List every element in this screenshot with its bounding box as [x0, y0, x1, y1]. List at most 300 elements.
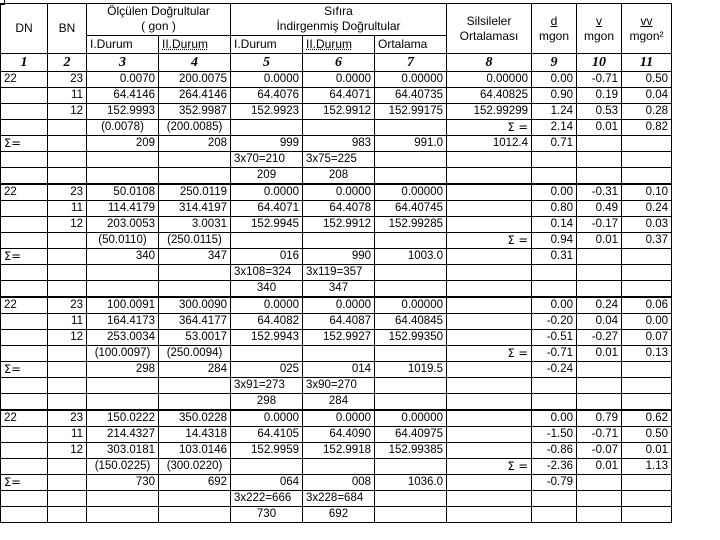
cell-r2-c2: 12: [48, 217, 87, 233]
empty-cell: [159, 152, 231, 168]
cell-r0-c6: 0.0000: [303, 72, 375, 88]
average-row: [1, 459, 672, 475]
header-c1: I.Durum: [87, 36, 159, 54]
measured-title: Ölçülen Doğrultular: [107, 4, 210, 18]
check-i: 340: [231, 281, 303, 298]
cell-r0-c9: 0.00: [532, 297, 577, 314]
cell-r0-c8: [447, 184, 532, 201]
empty-cell: [303, 346, 375, 362]
cell-r1-c3: 64.4146: [87, 88, 159, 104]
empty-cell: [87, 168, 159, 185]
cell-r1-c4: 364.4177: [159, 314, 231, 330]
check-i: 209: [231, 168, 303, 185]
cell-r0-c1: 22: [1, 184, 48, 201]
cell-r1-c9: 0.90: [532, 88, 577, 104]
check-ii: 692: [303, 507, 375, 523]
sum-vv: 1.13: [622, 459, 672, 475]
empty-cell: [1, 120, 48, 136]
cell-r0-c11: 0.10: [622, 184, 672, 201]
empty-cell: [1, 152, 48, 168]
average-i: (100.0097): [87, 346, 159, 362]
sum-d: 0.94: [532, 233, 577, 249]
empty-cell: [48, 475, 87, 491]
reduced-title-1: Sıfıra: [324, 4, 353, 18]
empty-cell: [622, 507, 672, 523]
sigma-label: Σ=: [1, 475, 48, 491]
empty-cell: [87, 507, 159, 523]
cell-r0-c3: 0.0070: [87, 72, 159, 88]
empty-cell: [48, 120, 87, 136]
empty-cell: [577, 281, 622, 298]
empty-cell: [48, 281, 87, 298]
multiplier-i: 3x108=324: [231, 265, 303, 281]
cell-r2-c7: 152.99175: [375, 104, 447, 120]
column-number-6: 6: [303, 54, 375, 72]
cell-r1-c11: 0.04: [622, 88, 672, 104]
column-number-3: 3: [87, 54, 159, 72]
sum-cell-9: 0.71: [532, 136, 577, 152]
cell-r1-c5: 64.4076: [231, 88, 303, 104]
table-row: [1, 88, 672, 104]
empty-cell: [577, 362, 622, 378]
cell-r1-c9: -1.50: [532, 427, 577, 443]
cell-r0-c6: 0.0000: [303, 410, 375, 427]
sigma-equals-label: Σ =: [447, 346, 532, 362]
empty-cell: [48, 136, 87, 152]
empty-cell: [375, 491, 447, 507]
cell-r1-c10: 0.04: [577, 314, 622, 330]
cell-r0-c10: -0.71: [577, 72, 622, 88]
sum-cell-7: 1019.5: [375, 362, 447, 378]
empty-cell: [87, 394, 159, 411]
v-unit: mgon: [583, 28, 615, 43]
empty-cell: [159, 507, 231, 523]
empty-cell: [375, 459, 447, 475]
table-row: [1, 72, 672, 88]
empty-cell: [375, 168, 447, 185]
multiplier-row: [1, 378, 672, 394]
empty-cell: [48, 507, 87, 523]
cell-r0-c8: [447, 410, 532, 427]
cell-r0-c1: 22: [1, 297, 48, 314]
empty-cell: [375, 281, 447, 298]
header-vv: [622, 4, 672, 54]
empty-cell: [447, 507, 532, 523]
cell-r0-c6: 0.0000: [303, 184, 375, 201]
empty-cell: [532, 491, 577, 507]
sigma-equals-label: Σ =: [447, 120, 532, 136]
cell-r2-c8: [447, 443, 532, 459]
cell-r2-c4: 352.9987: [159, 104, 231, 120]
empty-cell: [577, 475, 622, 491]
cell-r1-c11: 0.50: [622, 427, 672, 443]
empty-cell: [375, 265, 447, 281]
empty-cell: [1, 168, 48, 185]
cell-r1-c7: 64.40745: [375, 201, 447, 217]
header-dn: DN: [1, 4, 48, 54]
cell-r0-c11: 0.62: [622, 410, 672, 427]
cell-r0-c2: 23: [48, 410, 87, 427]
empty-cell: [159, 265, 231, 281]
reduced-title-2: İndirgenmiş Doğrultular: [276, 19, 401, 33]
cell-r0-c2: 23: [48, 184, 87, 201]
cell-r0-c3: 100.0091: [87, 297, 159, 314]
sum-row: [1, 249, 672, 265]
empty-cell: [447, 265, 532, 281]
cell-r0-c3: 150.0222: [87, 410, 159, 427]
empty-cell: [622, 152, 672, 168]
empty-cell: [231, 233, 303, 249]
cell-r2-c4: 103.0146: [159, 443, 231, 459]
sum-v: 0.01: [577, 120, 622, 136]
cell-r2-c9: -0.86: [532, 443, 577, 459]
cell-r1-c3: 164.4173: [87, 314, 159, 330]
sum-cell-3: 209: [87, 136, 159, 152]
cell-r2-c10: -0.27: [577, 330, 622, 346]
sum-cell-6: 990: [303, 249, 375, 265]
empty-cell: [375, 120, 447, 136]
header-v: [577, 4, 622, 54]
column-number-7: 7: [375, 54, 447, 72]
header-c3: I.Durum: [231, 36, 303, 54]
check-row: [1, 281, 672, 298]
cell-r1-c7: 64.40845: [375, 314, 447, 330]
empty-cell: [159, 491, 231, 507]
empty-cell: [1, 346, 48, 362]
cell-r2-c2: 12: [48, 104, 87, 120]
series-mean-1: Silsileler: [466, 13, 512, 28]
cell-r1-c7: 64.40735: [375, 88, 447, 104]
empty-cell: [48, 265, 87, 281]
empty-cell: [577, 394, 622, 411]
cell-r2-c3: 253.0034: [87, 330, 159, 346]
column-number-8: 8: [447, 54, 532, 72]
vv-unit: mgon²: [629, 28, 664, 43]
average-i: (50.0110): [87, 233, 159, 249]
cell-r1-c8: [447, 427, 532, 443]
cell-r2-c11: 0.01: [622, 443, 672, 459]
empty-cell: [447, 491, 532, 507]
empty-cell: [48, 378, 87, 394]
empty-cell: [48, 152, 87, 168]
cell-r1-c5: 64.4105: [231, 427, 303, 443]
cell-r2-c9: 0.14: [532, 217, 577, 233]
empty-cell: [1, 507, 48, 523]
cell-r1-c3: 114.4179: [87, 201, 159, 217]
cell-r2-c3: 203.0053: [87, 217, 159, 233]
empty-cell: [159, 281, 231, 298]
cell-r0-c1: 22: [1, 72, 48, 88]
cell-r2-c6: 152.9927: [303, 330, 375, 346]
multiplier-row: [1, 265, 672, 281]
cell-r1-c5: 64.4071: [231, 201, 303, 217]
sum-cell-4: 208: [159, 136, 231, 152]
cell-r0-c3: 50.0108: [87, 184, 159, 201]
table-row: [1, 201, 672, 217]
sum-row: [1, 362, 672, 378]
column-number-9: 9: [532, 54, 577, 72]
table-row: [1, 410, 672, 427]
cell-r0-c9: 0.00: [532, 184, 577, 201]
sum-d: -0.71: [532, 346, 577, 362]
table-row: [1, 104, 672, 120]
column-number-2: 2: [48, 54, 87, 72]
empty-cell: [48, 394, 87, 411]
empty-cell: [447, 281, 532, 298]
sum-cell-3: 730: [87, 475, 159, 491]
cell-r0-c4: 300.0090: [159, 297, 231, 314]
empty-cell: [577, 152, 622, 168]
sum-cell-8: [447, 249, 532, 265]
empty-cell: [1, 281, 48, 298]
cell-r0-c11: 0.06: [622, 297, 672, 314]
empty-cell: [1, 394, 48, 411]
average-ii: (300.0220): [159, 459, 231, 475]
cell-r2-c8: [447, 330, 532, 346]
cell-r0-c9: 0.00: [532, 410, 577, 427]
average-row: [1, 346, 672, 362]
sum-vv: 0.82: [622, 120, 672, 136]
header-c2: II.Durum: [159, 36, 231, 54]
column-number-10: 10: [577, 54, 622, 72]
empty-cell: [375, 394, 447, 411]
column-number-1: 1: [1, 54, 48, 72]
cell-r1-c8: [447, 314, 532, 330]
cell-r0-c4: 200.0075: [159, 72, 231, 88]
cell-r1-c2: 11: [48, 427, 87, 443]
sum-row: [1, 136, 672, 152]
cell-r2-c7: 152.99350: [375, 330, 447, 346]
multiplier-ii: 3x119=357: [303, 265, 375, 281]
empty-cell: [159, 378, 231, 394]
sum-cell-6: 983: [303, 136, 375, 152]
cell-r1-c9: -0.20: [532, 314, 577, 330]
average-ii: (250.0115): [159, 233, 231, 249]
empty-cell: [1, 378, 48, 394]
empty-cell: [447, 152, 532, 168]
sum-vv: 0.13: [622, 346, 672, 362]
cell-r2-c5: 152.9923: [231, 104, 303, 120]
empty-cell: [375, 346, 447, 362]
column-number-5: 5: [231, 54, 303, 72]
sigma-label: Σ=: [1, 249, 48, 265]
cell-r2-c2: 12: [48, 330, 87, 346]
cell-r2-c11: 0.03: [622, 217, 672, 233]
cell-r2-c7: 152.99285: [375, 217, 447, 233]
cell-r1-c6: 64.4071: [303, 88, 375, 104]
check-ii: 347: [303, 281, 375, 298]
empty-cell: [622, 378, 672, 394]
cell-r1-c6: 64.4090: [303, 427, 375, 443]
cell-r2-c3: 303.0181: [87, 443, 159, 459]
empty-cell: [622, 362, 672, 378]
empty-cell: [447, 378, 532, 394]
header-series-mean: [447, 4, 532, 54]
cell-r2-c11: 0.07: [622, 330, 672, 346]
multiplier-row: [1, 491, 672, 507]
empty-cell: [532, 378, 577, 394]
average-i: (0.0078): [87, 120, 159, 136]
empty-cell: [375, 233, 447, 249]
empty-cell: [577, 168, 622, 185]
sum-row: [1, 475, 672, 491]
cell-r2-c8: [447, 217, 532, 233]
cell-r1-c2: 11: [48, 88, 87, 104]
cell-r1-c8: 64.40825: [447, 88, 532, 104]
multiplier-i: 3x70=210: [231, 152, 303, 168]
cell-r2-c3: 152.9993: [87, 104, 159, 120]
sum-cell-5: 064: [231, 475, 303, 491]
sum-cell-7: 1003.0: [375, 249, 447, 265]
cell-r2-c1: [1, 330, 48, 346]
cell-r1-c1: [1, 201, 48, 217]
sum-d: -2.36: [532, 459, 577, 475]
empty-cell: [577, 249, 622, 265]
direction-measurement-table: [0, 3, 672, 523]
empty-cell: [532, 394, 577, 411]
empty-cell: [1, 265, 48, 281]
empty-cell: [48, 249, 87, 265]
average-row: [1, 233, 672, 249]
cell-r1-c10: 0.19: [577, 88, 622, 104]
header-bn: BN: [48, 4, 87, 54]
table-row: [1, 427, 672, 443]
sum-cell-8: [447, 362, 532, 378]
sigma-equals-label: Σ =: [447, 459, 532, 475]
cell-r2-c5: 152.9959: [231, 443, 303, 459]
cell-r0-c8: 0.00000: [447, 72, 532, 88]
cell-r0-c10: 0.79: [577, 410, 622, 427]
cell-r0-c7: 0.00000: [375, 184, 447, 201]
empty-cell: [622, 136, 672, 152]
empty-cell: [447, 168, 532, 185]
cell-r1-c6: 64.4087: [303, 314, 375, 330]
sigma-equals-label: Σ =: [447, 233, 532, 249]
empty-cell: [231, 346, 303, 362]
average-ii: (200.0085): [159, 120, 231, 136]
sum-cell-6: 014: [303, 362, 375, 378]
cell-r0-c10: -0.31: [577, 184, 622, 201]
cell-r2-c2: 12: [48, 443, 87, 459]
cell-r0-c7: 0.00000: [375, 297, 447, 314]
check-row: [1, 168, 672, 185]
average-ii: (250.0094): [159, 346, 231, 362]
cell-r2-c9: -0.51: [532, 330, 577, 346]
cell-r1-c4: 264.4146: [159, 88, 231, 104]
vv-symbol: vv: [640, 13, 653, 28]
v-symbol: v: [596, 13, 602, 28]
cell-r0-c4: 350.0228: [159, 410, 231, 427]
d-symbol: d: [550, 13, 558, 28]
sum-cell-7: 1036.0: [375, 475, 447, 491]
empty-cell: [87, 152, 159, 168]
cell-r1-c9: 0.80: [532, 201, 577, 217]
cell-r2-c4: 3.0031: [159, 217, 231, 233]
sum-cell-5: 016: [231, 249, 303, 265]
empty-cell: [1, 233, 48, 249]
cell-r0-c5: 0.0000: [231, 410, 303, 427]
empty-cell: [375, 507, 447, 523]
table-row: [1, 443, 672, 459]
multiplier-ii: 3x228=684: [303, 491, 375, 507]
header-c4: II.Durum: [303, 36, 375, 54]
empty-cell: [622, 249, 672, 265]
cell-r2-c5: 152.9943: [231, 330, 303, 346]
cell-r2-c6: 152.9918: [303, 443, 375, 459]
header-c5: Ortalama: [375, 36, 447, 54]
sum-cell-8: [447, 475, 532, 491]
empty-cell: [48, 459, 87, 475]
cell-r1-c7: 64.40975: [375, 427, 447, 443]
empty-cell: [622, 168, 672, 185]
multiplier-i: 3x91=273: [231, 378, 303, 394]
cell-r0-c11: 0.50: [622, 72, 672, 88]
sum-v: 0.01: [577, 459, 622, 475]
cell-r2-c10: -0.17: [577, 217, 622, 233]
table-row: [1, 297, 672, 314]
cell-r1-c6: 64.4078: [303, 201, 375, 217]
empty-cell: [1, 491, 48, 507]
empty-cell: [1, 459, 48, 475]
cell-r2-c1: [1, 443, 48, 459]
cell-r0-c5: 0.0000: [231, 72, 303, 88]
cell-r2-c8: 152.99299: [447, 104, 532, 120]
multiplier-ii: 3x75=225: [303, 152, 375, 168]
cell-r2-c9: 1.24: [532, 104, 577, 120]
empty-cell: [622, 281, 672, 298]
empty-cell: [48, 233, 87, 249]
cell-r1-c4: 14.4318: [159, 427, 231, 443]
empty-cell: [577, 136, 622, 152]
cell-r1-c1: [1, 314, 48, 330]
table-row: [1, 217, 672, 233]
check-ii: 284: [303, 394, 375, 411]
cell-r1-c4: 314.4197: [159, 201, 231, 217]
table-row: [1, 330, 672, 346]
empty-cell: [303, 233, 375, 249]
empty-cell: [303, 459, 375, 475]
sum-cell-7: 991.0: [375, 136, 447, 152]
sum-cell-5: 025: [231, 362, 303, 378]
cell-r1-c1: [1, 88, 48, 104]
multiplier-i: 3x222=666: [231, 491, 303, 507]
cell-r1-c2: 11: [48, 201, 87, 217]
measured-unit: ( gon ): [141, 19, 176, 33]
cell-r1-c10: -0.71: [577, 427, 622, 443]
empty-cell: [48, 491, 87, 507]
empty-cell: [87, 281, 159, 298]
cell-r1-c2: 11: [48, 314, 87, 330]
empty-cell: [447, 394, 532, 411]
cell-r0-c2: 23: [48, 72, 87, 88]
sum-cell-9: 0.31: [532, 249, 577, 265]
cell-r1-c10: 0.49: [577, 201, 622, 217]
sum-d: 2.14: [532, 120, 577, 136]
empty-cell: [48, 362, 87, 378]
empty-cell: [577, 378, 622, 394]
cell-r0-c9: 0.00: [532, 72, 577, 88]
empty-cell: [532, 168, 577, 185]
empty-cell: [622, 491, 672, 507]
sum-cell-8: 1012.4: [447, 136, 532, 152]
empty-cell: [375, 152, 447, 168]
empty-cell: [532, 507, 577, 523]
sigma-label: Σ=: [1, 136, 48, 152]
sum-cell-9: -0.24: [532, 362, 577, 378]
header-measured-directions: [87, 4, 231, 36]
cell-r2-c7: 152.99385: [375, 443, 447, 459]
cell-r2-c6: 152.9912: [303, 104, 375, 120]
